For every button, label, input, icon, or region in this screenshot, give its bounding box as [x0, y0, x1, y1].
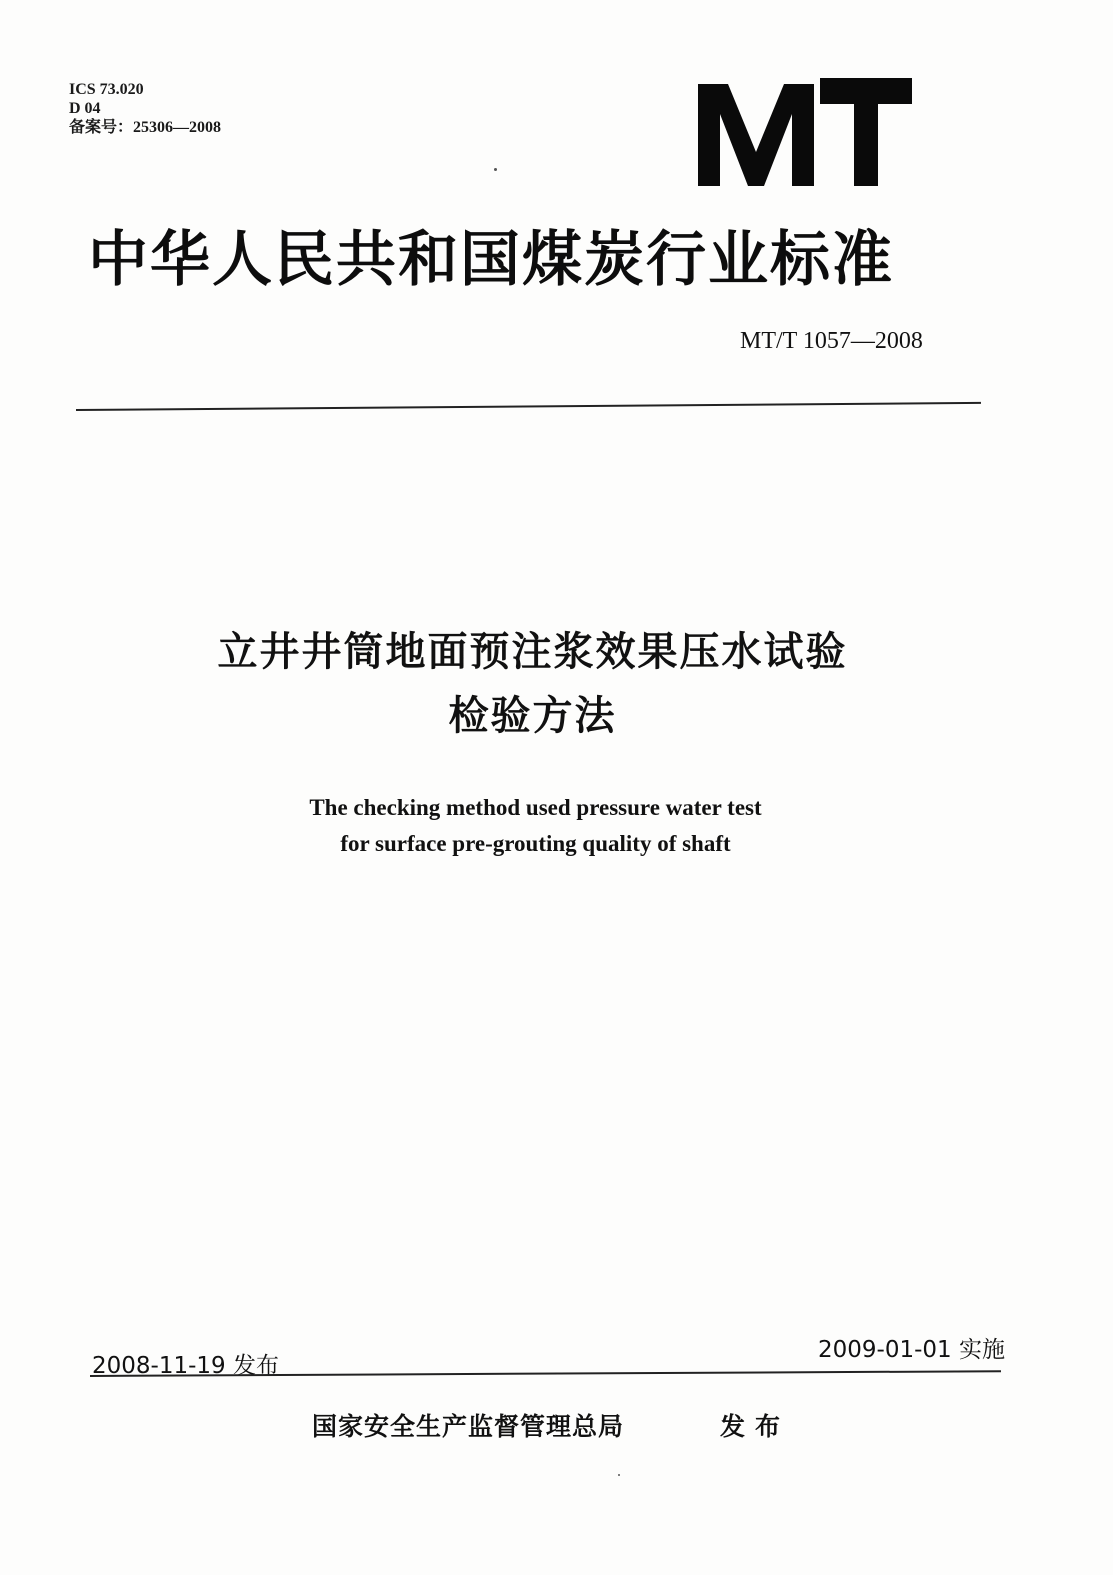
document-title-cn-line2: 检验方法: [448, 693, 617, 739]
scan-speck: [494, 168, 497, 171]
standard-category-title: 中华人民共和国煤炭行业标准: [88, 225, 894, 295]
publish-label: 发布: [720, 1412, 791, 1441]
document-title-en-line2: for surface pre-grouting quality of shaft: [340, 831, 731, 856]
logo-letter-m: [698, 84, 814, 186]
scan-speck: [618, 1474, 620, 1476]
ccs-code: D 04: [69, 100, 101, 117]
classification-block: [69, 80, 221, 137]
logo-letter-t: [820, 78, 912, 186]
implementation-date: 2009-01-01 实施: [818, 1337, 1005, 1363]
issue-date: 2008-11-19 发布: [92, 1353, 279, 1379]
ics-code: ICS 73.020: [69, 81, 144, 98]
document-title-cn-line1: 立井井筒地面预注浆效果压水试验: [217, 629, 848, 675]
standard-number: MT/T 1057—2008: [740, 328, 923, 354]
record-number: 备案号：25306—2008: [69, 119, 222, 136]
publisher-name: 国家安全生产监督管理总局: [312, 1412, 625, 1441]
mt-logo: [694, 64, 916, 192]
document-title-en-line1: The checking method used pressure water test: [309, 795, 762, 820]
header-divider: [76, 402, 981, 411]
